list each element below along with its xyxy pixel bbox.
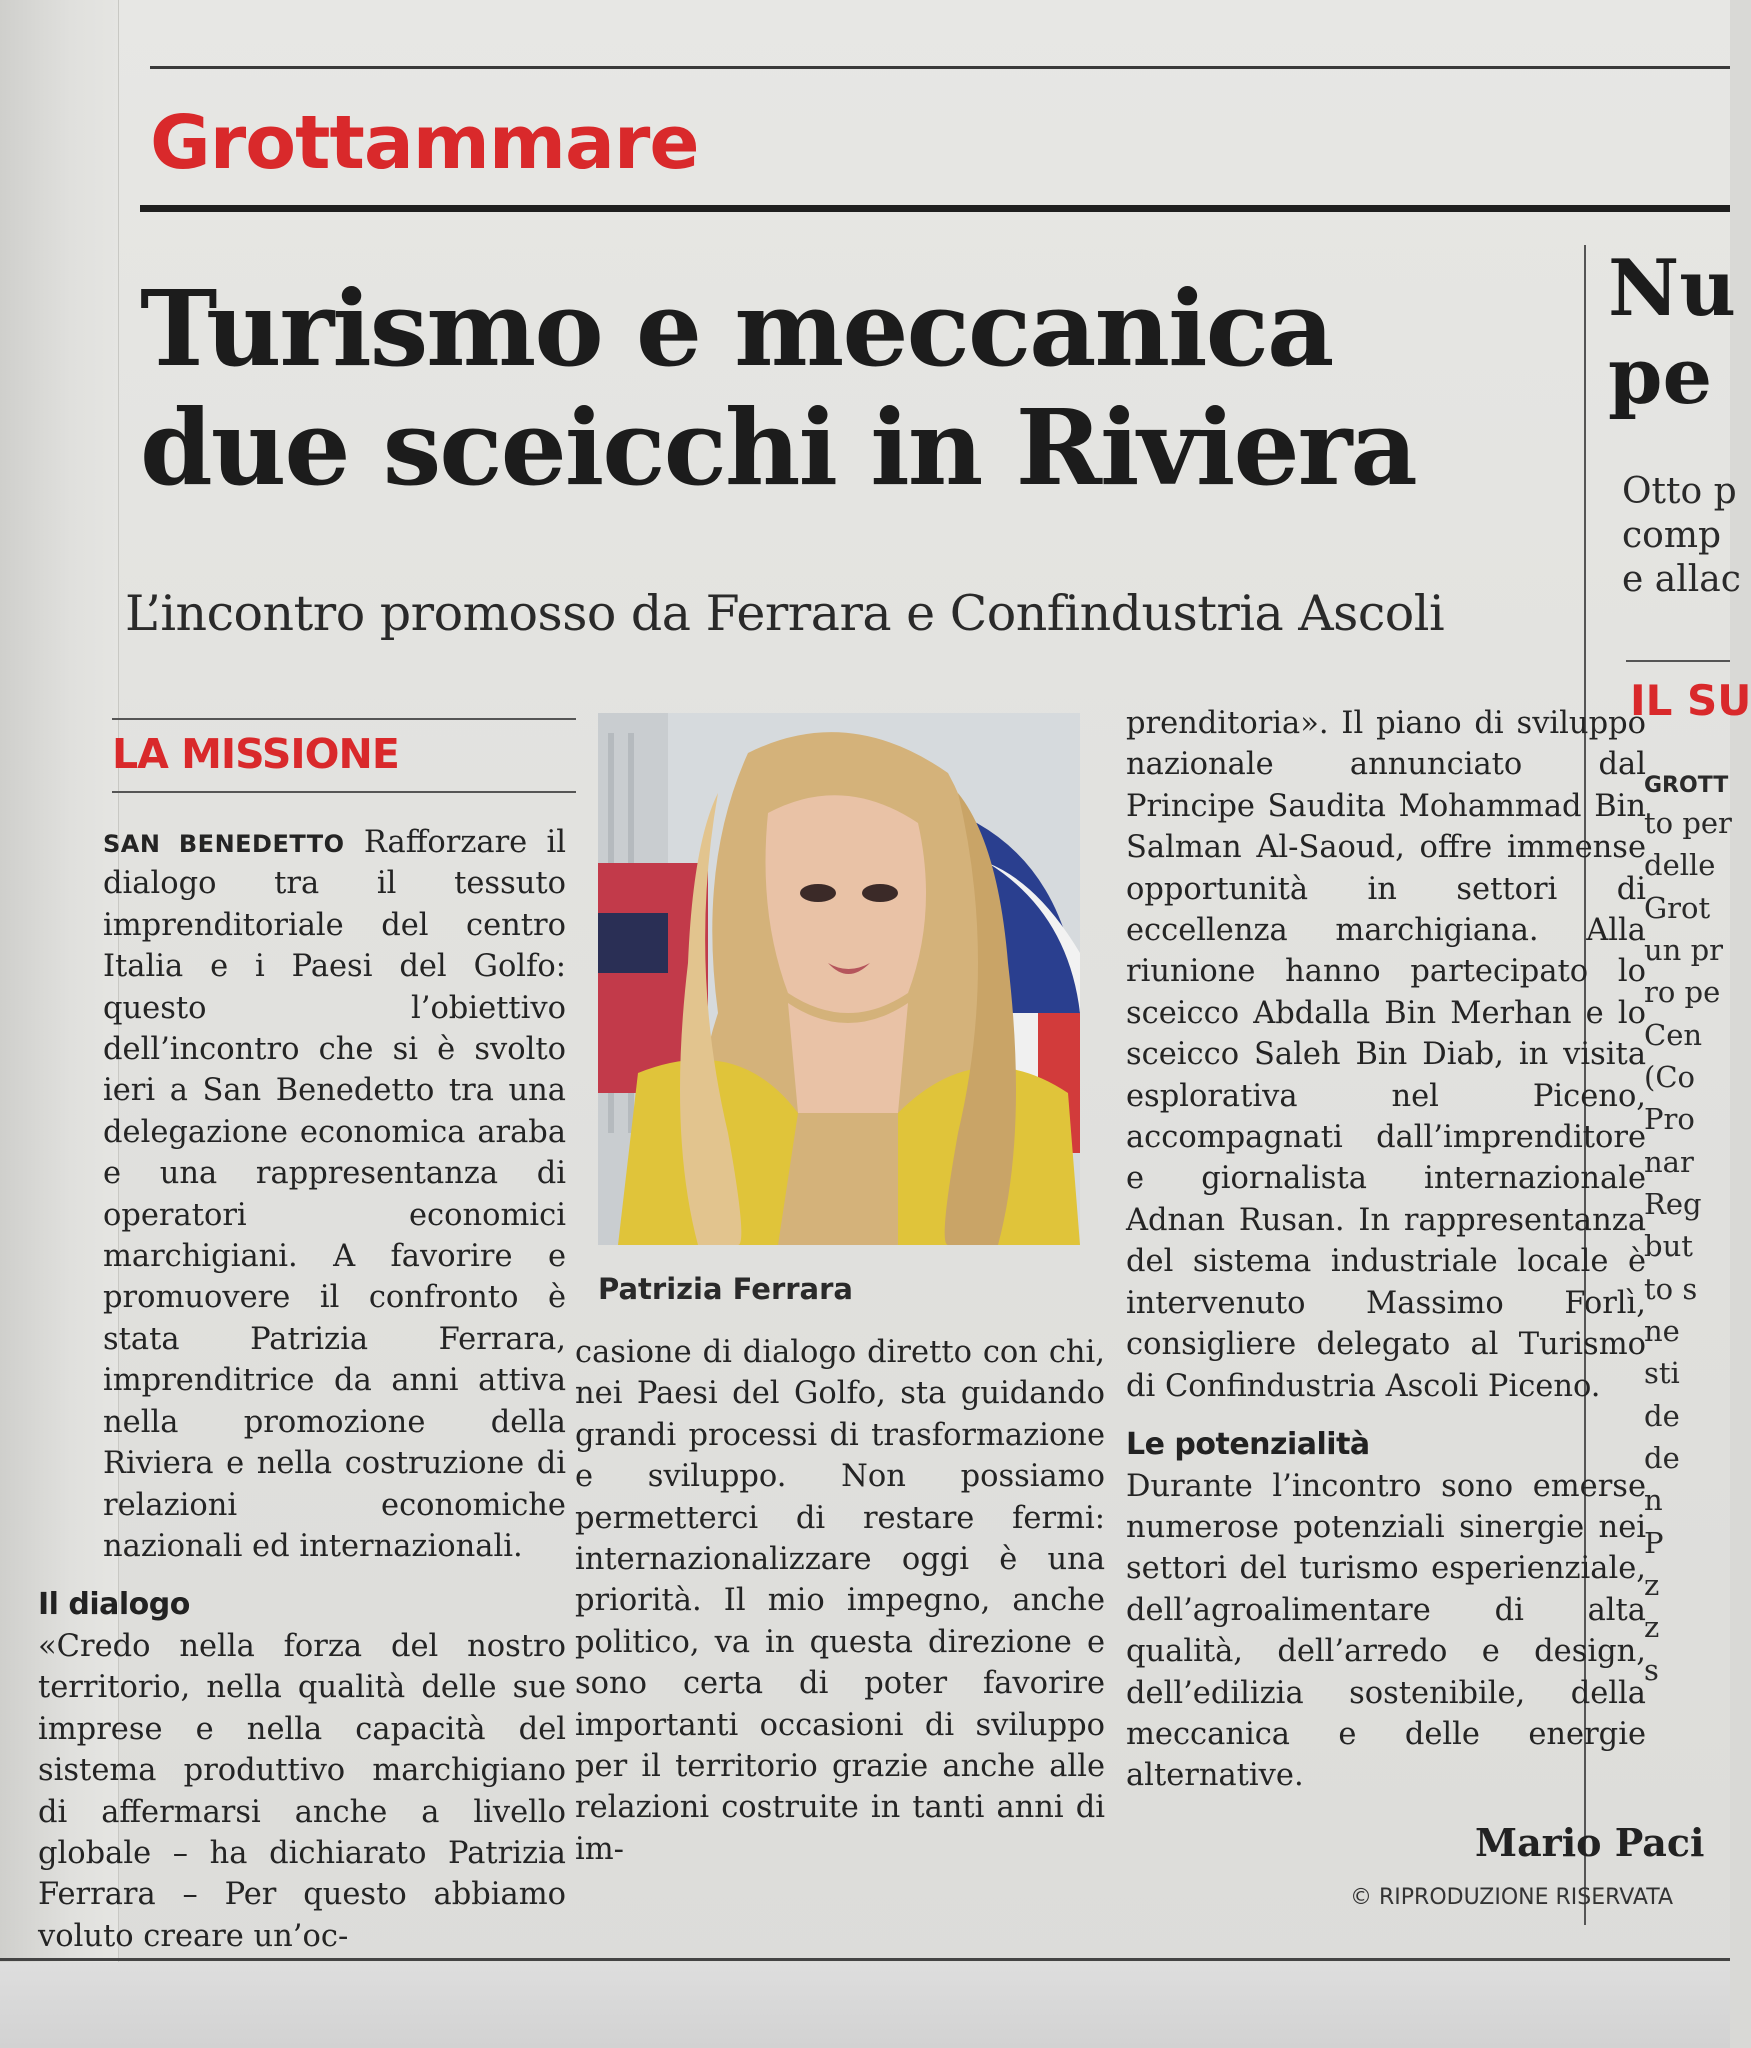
adjacent-column-line: s bbox=[1644, 1652, 1659, 1687]
adjacent-subhead-line: Otto p bbox=[1622, 471, 1737, 512]
adjacent-column-line: delle bbox=[1644, 848, 1716, 883]
portrait-photo bbox=[598, 713, 1080, 1245]
kicker-rule-bottom bbox=[112, 791, 576, 793]
adjacent-headline bbox=[1608, 245, 1738, 421]
adjacent-column-line: nar bbox=[1644, 1144, 1694, 1179]
subtitle-le-potenzialita: Le potenzialità bbox=[1126, 1426, 1370, 1462]
kicker-rule-top bbox=[112, 718, 576, 720]
section-title: Grottammare bbox=[150, 100, 699, 186]
adjacent-column-line: un pr bbox=[1644, 933, 1723, 968]
quote-paragraph: «Credo nella forza del nostro territorio, nella qualità delle sue imprese e nella capacità del sistema produttivo marchigiano di affermarsi anche a livello globale – ha dichiarato Patrizia Ferrara – Per questo abbiamo voluto creare un’oc- bbox=[38, 1629, 566, 1954]
article-column-1 bbox=[38, 822, 566, 1957]
adjacent-column-line: GROTT bbox=[1644, 773, 1729, 798]
top-rule bbox=[150, 66, 1730, 69]
adjacent-column-line: de bbox=[1644, 1441, 1680, 1476]
adjacent-column-line: to per bbox=[1644, 806, 1732, 841]
adjacent-column-line: de bbox=[1644, 1398, 1680, 1433]
adjacent-column-line: (Co bbox=[1644, 1060, 1695, 1095]
adjacent-column-line: z bbox=[1644, 1610, 1660, 1645]
headline-line-1: Turismo e meccanica bbox=[140, 267, 1333, 390]
author-byline: Mario Paci bbox=[1475, 1820, 1705, 1865]
portrait-illustration bbox=[598, 713, 1080, 1245]
adjacent-subhead-line: comp bbox=[1622, 514, 1722, 556]
adjacent-column-line: z bbox=[1644, 1568, 1660, 1603]
adjacent-column-line: n bbox=[1644, 1483, 1663, 1518]
adjacent-column-line: P bbox=[1644, 1525, 1664, 1560]
subtitle-il-dialogo: Il dialogo bbox=[38, 1587, 190, 1623]
dateline: SAN BENEDETTO bbox=[103, 830, 345, 858]
subheadline: L’incontro promosso da Ferrara e Confindustria Ascoli bbox=[125, 585, 1445, 642]
adjacent-column-line: but bbox=[1644, 1229, 1693, 1264]
adjacent-headline-line: pe bbox=[1608, 331, 1713, 423]
adjacent-column-line: Grot bbox=[1644, 890, 1711, 925]
headline bbox=[140, 267, 1590, 509]
adjacent-column-line: to s bbox=[1644, 1271, 1698, 1306]
adjacent-column-line: sti bbox=[1644, 1356, 1680, 1391]
closing-paragraph: Durante l’incontro sono emerse numerose potenziali sinergie nei settori del turismo esperienziale, dell’agroalimentare di alta qualità, dell’arredo e design, dell’edilizia sostenibile, della meccanica e delle energie alternative. bbox=[1126, 1468, 1646, 1794]
lead-paragraph bbox=[38, 822, 566, 1567]
adjacent-subhead-line: e allac bbox=[1622, 558, 1741, 600]
photo-caption: Patrizia Ferrara bbox=[598, 1272, 853, 1306]
adjacent-kicker: IL SU bbox=[1630, 676, 1751, 725]
quote-continuation: casione di dialogo diretto con chi, nei Paesi del Golfo, sta guidando grandi processi di trasformazione e sviluppo. Non possiamo permetterci di restare fermi: internazionalizzare oggi è una priorità. Il mio impegno, anche politico, va in questa direzione e sono certa di poter favorire importanti occasioni di sviluppo per il territorio grazie anche alle relazioni costruite in tanti anni di im- bbox=[575, 1335, 1105, 1867]
adjacent-column-line: ne bbox=[1644, 1314, 1680, 1349]
article-column-2 bbox=[575, 1332, 1105, 1870]
bottom-rule bbox=[0, 1958, 1730, 1961]
section-rule bbox=[140, 205, 1730, 212]
adjacent-kicker-rule bbox=[1626, 660, 1730, 662]
adjacent-column bbox=[1644, 770, 1734, 1691]
adjacent-column-line: Reg bbox=[1644, 1187, 1702, 1222]
lead-text: Rafforzare il dialogo tra il tessuto imprenditoriale del centro Italia e i Paesi del Golfo: questo l’obiettivo dell’incontro che si è svolto ieri a San Benedetto tra una delegazione economica araba e una rappresentanza di operatori economici marchigiani. A favorire e promuovere il confronto è stata Patrizia Ferrara, imprenditrice da anni attiva nella promozione della Riviera e nella costruzione di relazioni economiche nazionali ed internazionali. bbox=[103, 825, 567, 1564]
adjacent-column-line: Pro bbox=[1644, 1102, 1695, 1137]
article-column-3 bbox=[1126, 703, 1646, 1797]
adjacent-headline-line: Nu bbox=[1608, 243, 1737, 334]
adjacent-column-line: ro pe bbox=[1644, 975, 1721, 1010]
adjacent-column-line: Cen bbox=[1644, 1017, 1703, 1052]
kicker-label: LA MISSIONE bbox=[112, 730, 399, 778]
next-article-area bbox=[0, 1962, 1730, 2048]
copyright-notice: © RIPRODUZIONE RISERVATA bbox=[1350, 1885, 1674, 1910]
headline-line-2: due sceicchi in Riviera bbox=[140, 385, 1416, 509]
adjacent-subhead bbox=[1622, 470, 1742, 602]
body-paragraph: prenditoria». Il piano di sviluppo nazionale annunciato dal Principe Saudita Mohammad Bin Salman Al-Saoud, offre immense opportunità in settori di eccellenza marchigiana. Alla riunione hanno partecipato lo sceicco Abdalla Bin Merhan e lo sceicco Saleh Bin Diab, in visita esplorativa nel Piceno, accompagnati dall’imprenditore e giornalista internazionale Adnan Rusan. In rappresentanza del sistema industriale locale è intervenuto Massimo Forlì, consigliere delegato al Turismo di Confindustria Ascoli Piceno. bbox=[1126, 706, 1646, 1404]
